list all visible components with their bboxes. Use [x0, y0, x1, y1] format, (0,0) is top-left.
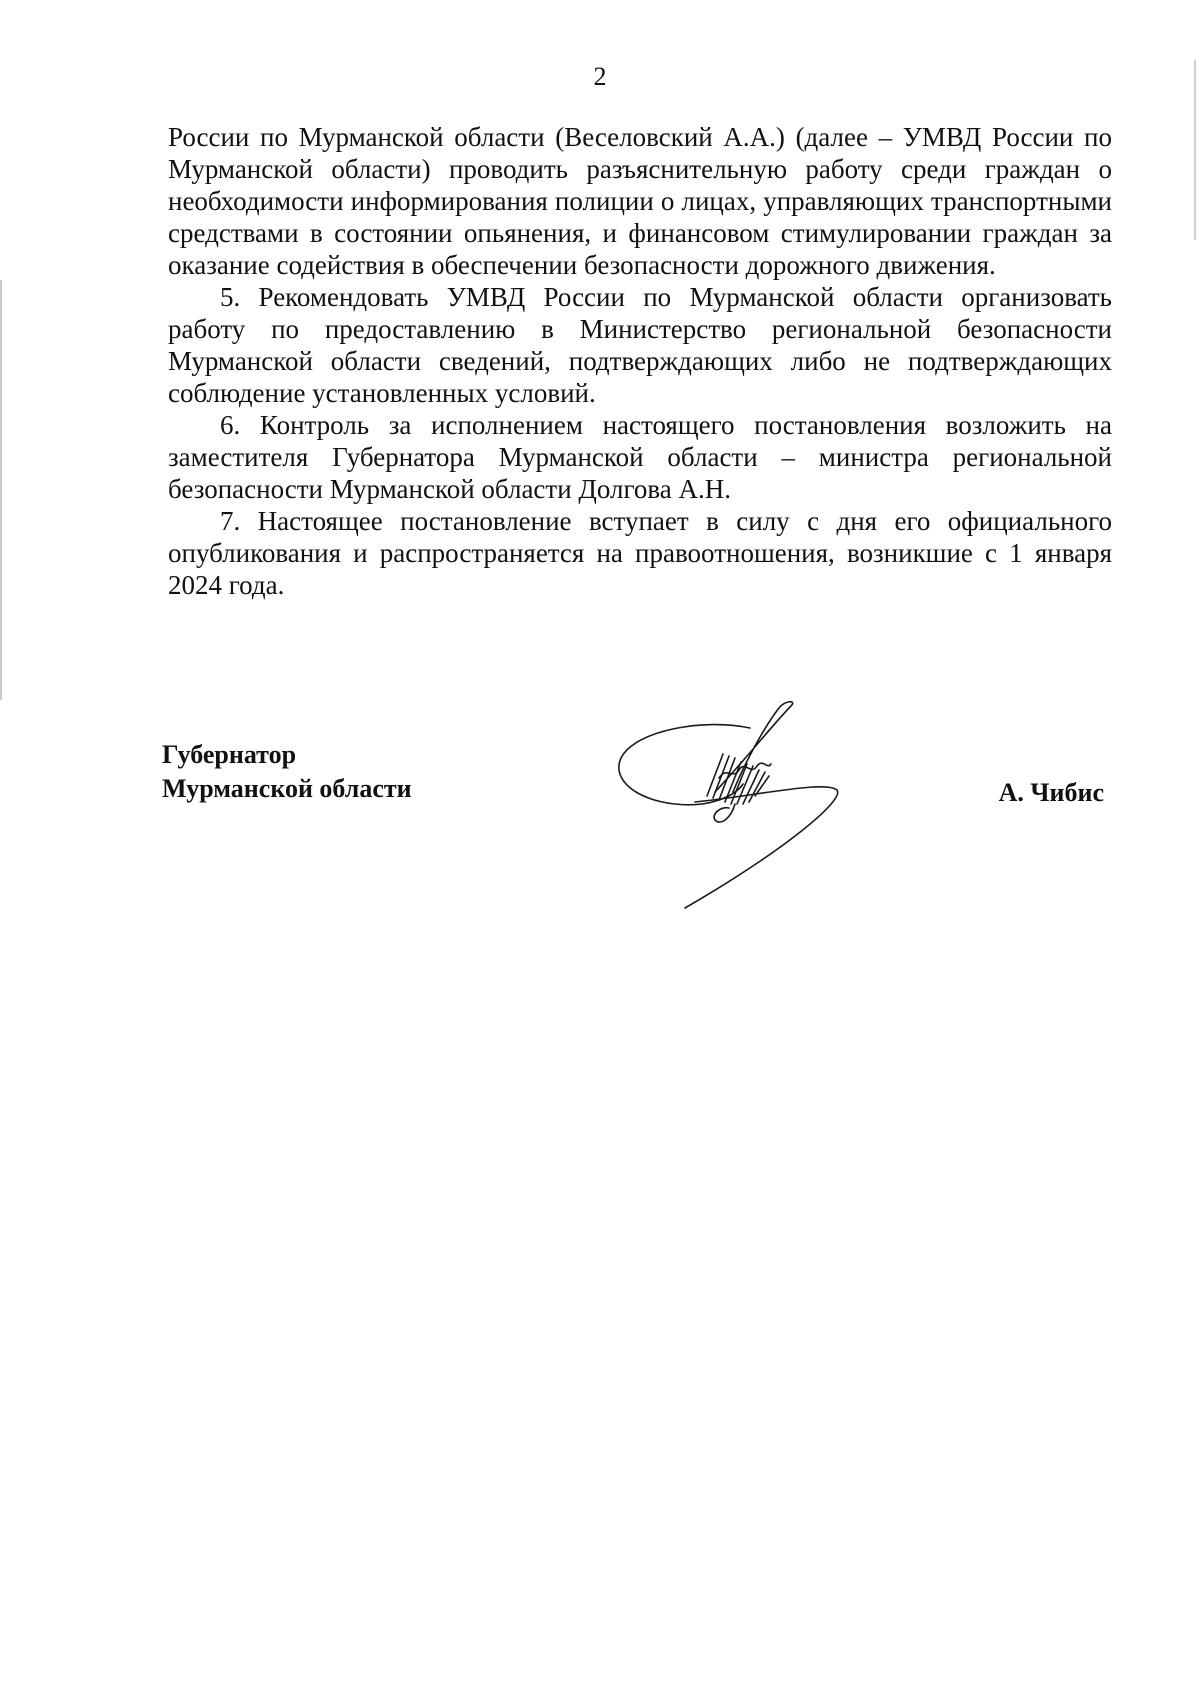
signer-name: А. Чибис — [998, 778, 1104, 807]
position-title: Губернатор — [162, 740, 297, 769]
paragraph-continuation: России по Мурманской области (Веселовский А.А.) (далее – УМВД России по Мурманской области) проводить разъяснительную работу среди граждан о необходимости информирования полиции о лицах, управляющих транспортными средствами в состоянии опьянения, и финансовом стимулировании граждан за оказание содействия в обеспечении безопасности дорожного движения. — [168, 122, 1112, 280]
signatory-position — [162, 738, 412, 806]
document-body — [168, 121, 1112, 601]
page-number: 2 — [593, 62, 607, 91]
paragraph-item-6: 6. Контроль за исполнением настоящего постановления возложить на заместителя Губернатора Мурманской области – министра региональной безопасности Мурманской области Долгова А.Н. — [168, 410, 1112, 504]
paragraph-item-7: 7. Настоящее постановление вступает в силу с дня его официального опубликования и распространяется на правоотношения, возникшие с 1 января 2024 года. — [168, 506, 1112, 600]
paragraph-item-5: 5. Рекомендовать УМВД России по Мурманской области организовать работу по предоставлению в Министерство региональной безопасности Мурманской области сведений, подтверждающих либо не подтверждающих соблюдение установленных условий. — [168, 282, 1112, 408]
position-region: Мурманской области — [162, 774, 412, 803]
scan-edge-mark — [0, 280, 2, 700]
handwritten-signature — [615, 700, 915, 936]
